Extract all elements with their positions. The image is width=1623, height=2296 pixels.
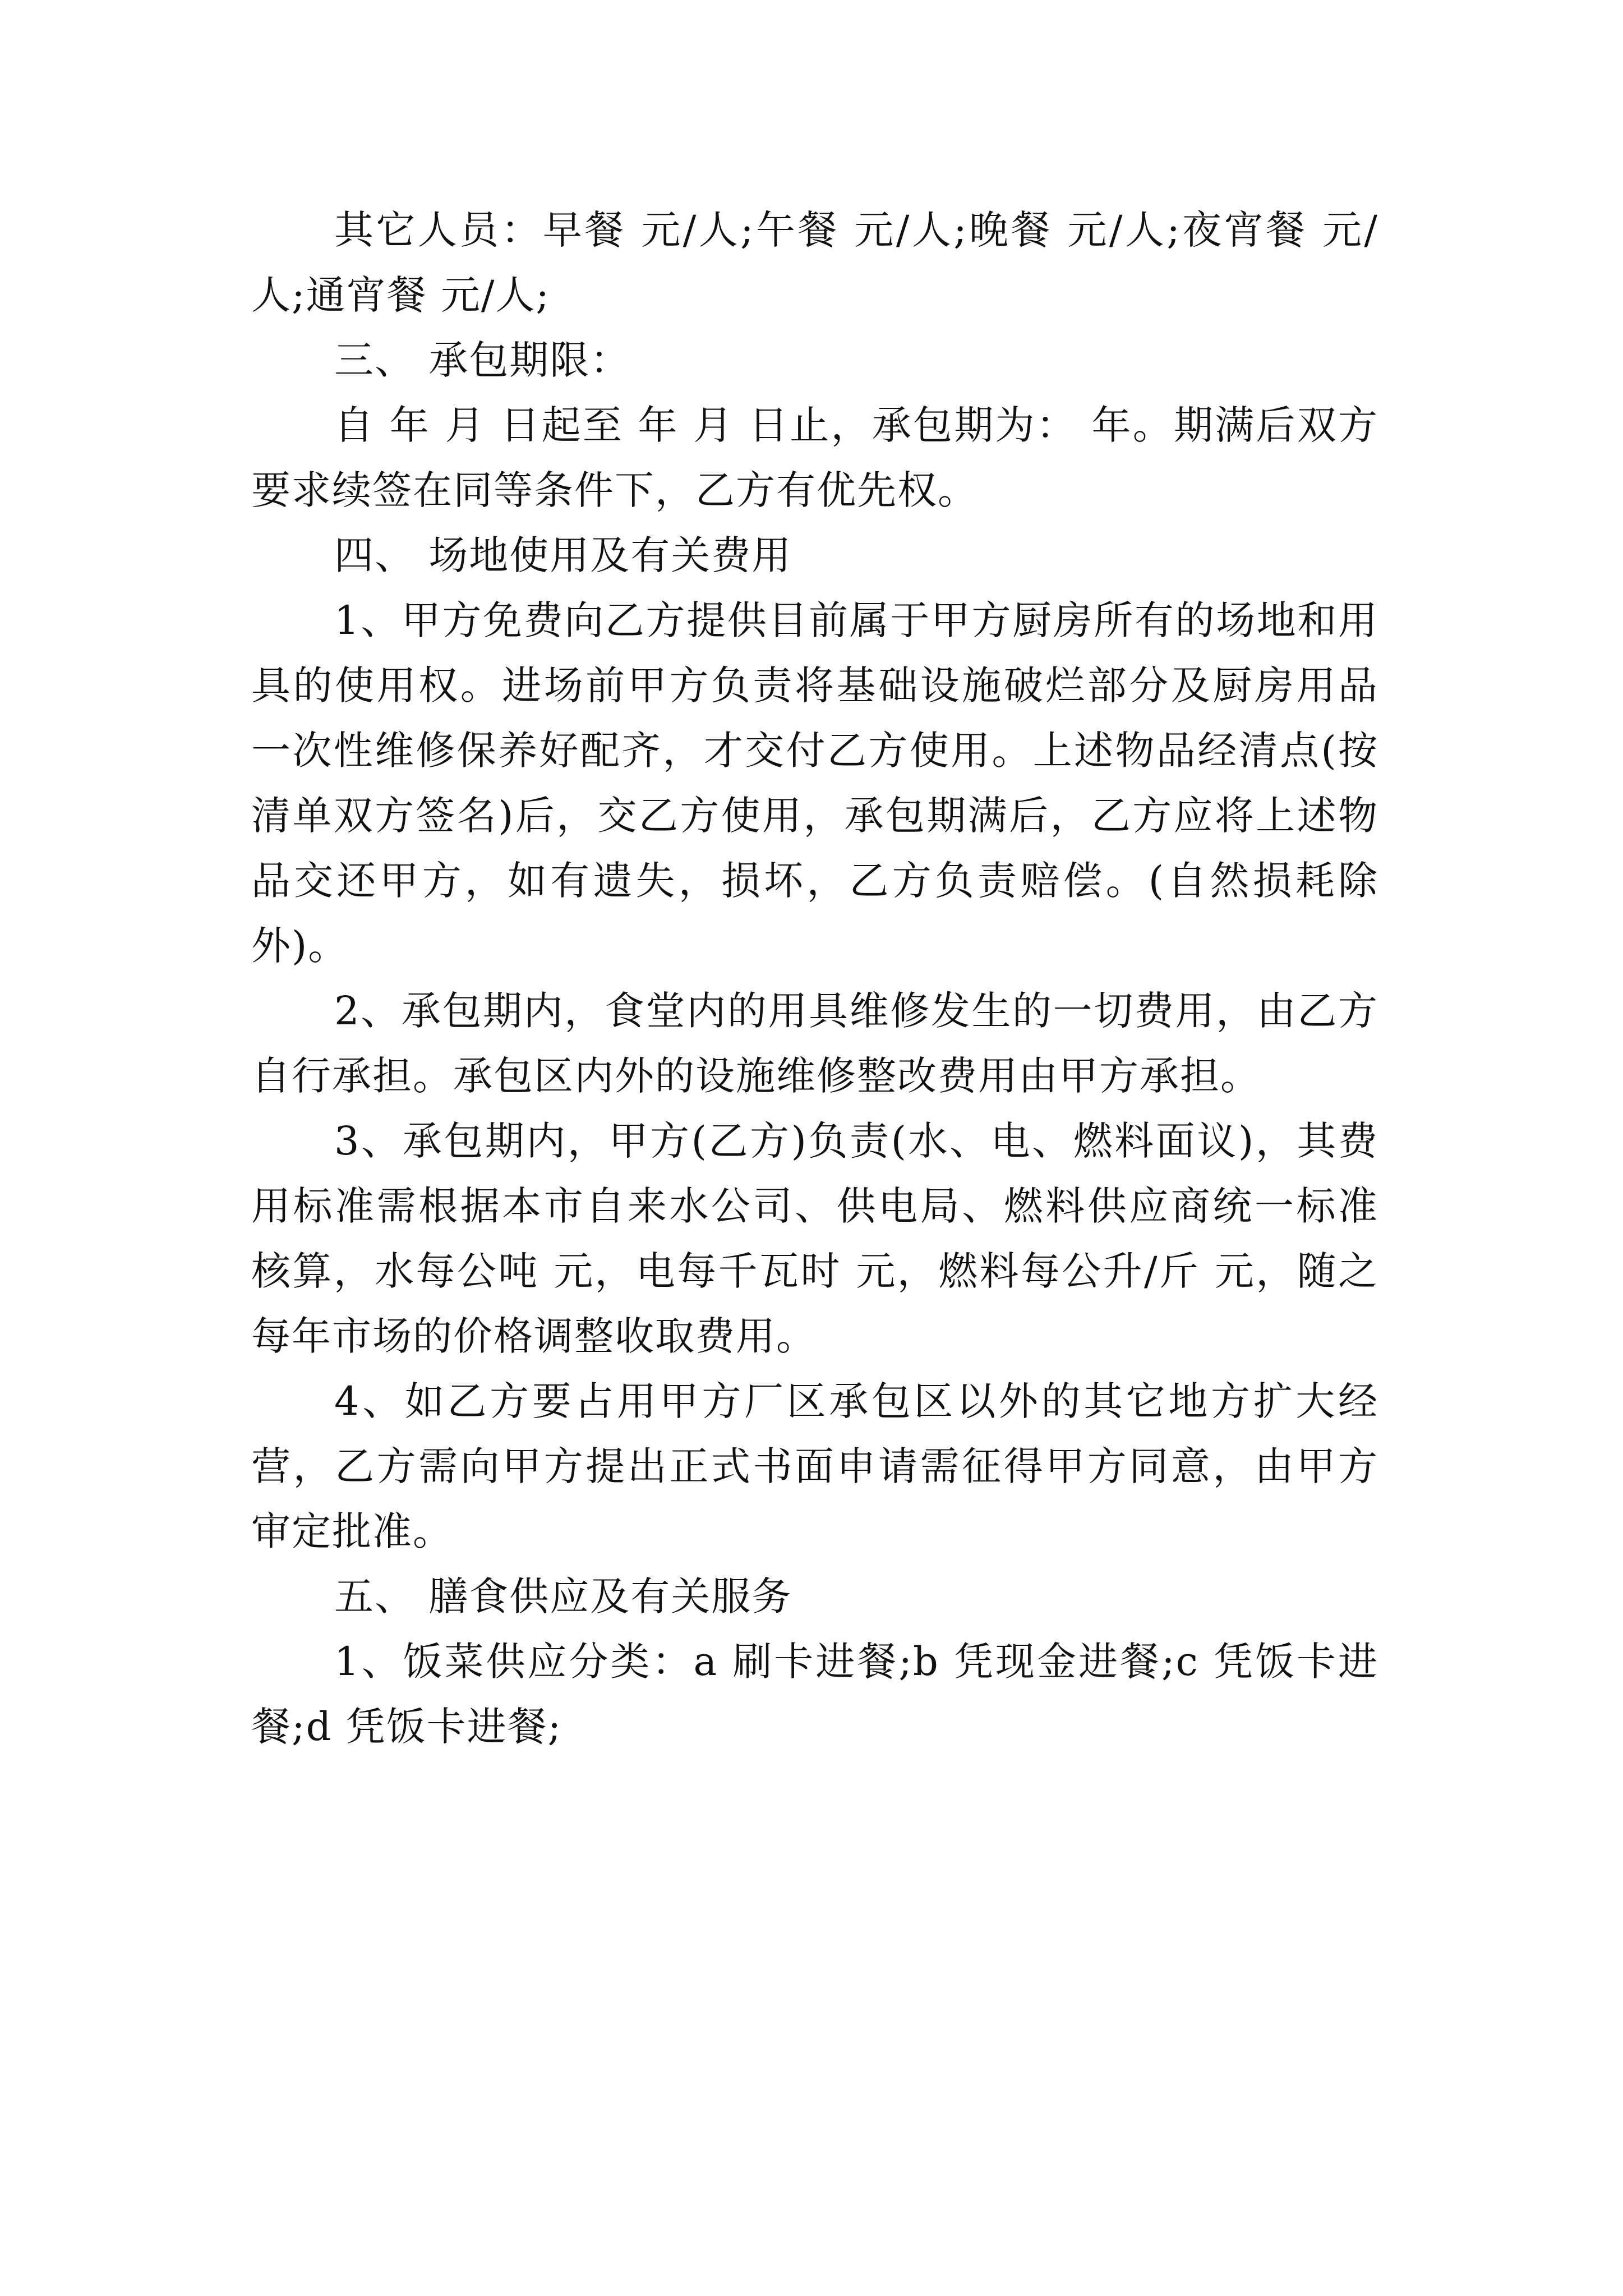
section-heading-site-use-and-fees: 四、 场地使用及有关费用: [334, 532, 792, 578]
paragraph-clause-4-2: 2、承包期内，食堂内的用具维修发生的一切费用，由乙方自行承担。承包区内外的设施维修整改费用由甲方承担。: [251, 988, 1378, 1099]
document-body: [251, 197, 1378, 1759]
paragraph-clause-5-1: 1、饭菜供应分类：a 刷卡进餐;b 凭现金进餐;c 凭饭卡进餐;d 凭饭卡进餐;: [251, 1639, 1378, 1750]
section-heading-contract-term: 三、 承包期限：: [334, 337, 631, 383]
paragraph-clause-4-4: 4、如乙方要占用甲方厂区承包区以外的其它地方扩大经营，乙方需向甲方提出正式书面申请需征得甲方同意，由甲方审定批准。: [251, 1378, 1378, 1554]
section-heading-meal-supply: 五、 膳食供应及有关服务: [334, 1573, 792, 1619]
paragraph-contract-term: 自 年 月 日起至 年 月 日止，承包期为： 年。期满后双方要求续签在同等条件下，乙方有优先权。: [251, 402, 1378, 513]
paragraph-other-staff-meal-prices: 其它人员：早餐 元/人;午餐 元/人;晚餐 元/人;夜宵餐 元/人;通宵餐 元/人;: [251, 207, 1378, 318]
paragraph-clause-4-1: 1、甲方免费向乙方提供目前属于甲方厨房所有的场地和用具的使用权。进场前甲方负责将基础设施破烂部分及厨房用品一次性维修保养好配齐，才交付乙方使用。上述物品经清点(按清单双方签名)后，交乙方使用，承包期满后，乙方应将上述物品交还甲方，如有遗失，损坏，乙方负责赔偿。(自然损耗除外)。: [251, 597, 1378, 969]
paragraph-clause-4-3: 3、承包期内，甲方(乙方)负责(水、电、燃料面议)，其费用标准需根据本市自来水公司、供电局、燃料供应商统一标准核算，水每公吨 元，电每千瓦时 元，燃料每公升/斤 元，随之每年市场的价格调整收取费用。: [251, 1118, 1378, 1359]
